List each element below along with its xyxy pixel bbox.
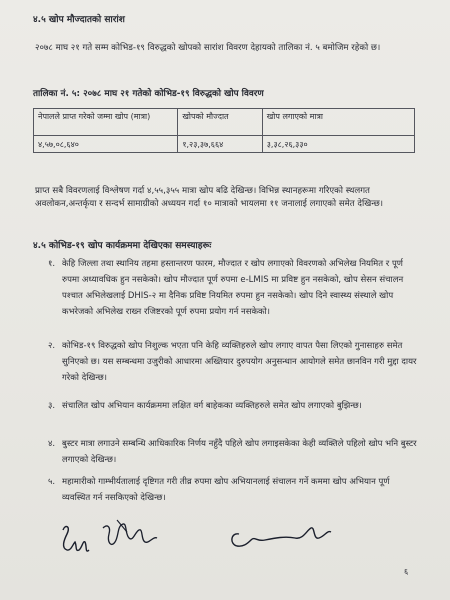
list-item [48,256,418,320]
signature-3 [225,516,335,556]
section-title: ४.५ खोप मौज्दातको सारांश [33,15,125,25]
list-item-number: ३. [48,401,56,411]
vaccine-table [33,108,415,153]
table-row [34,136,415,153]
table-cell: ३,३८,२६,३३० [262,136,414,153]
signature-2 [97,514,167,556]
table-cell: ४,५७,०८,६४० [34,136,178,153]
signature-1 [55,520,100,560]
list-item-text: बुस्टर मात्रा लगाउने सम्बन्धि आधिकारिक निर्णय नहुँदै पहिले खोप लगाइसकेका केही व्यक्तिले पहिलो खोप भनि बुस्टर लगाएको देखिन्छ। [62,439,417,465]
table-cell: १,२३,३७,६६४ [178,136,262,153]
list-item [48,474,418,506]
analysis-paragraph: प्राप्त सबै विवरणलाई विश्लेषण गर्दा ४,५५,३५५ मात्रा खोप बढि देखिन्छ। विभिन्न स्थानहरूमा गरिएको स्थलगत अवलोकन,अन्तर्कृया र सन्दर्भ सामाग्रीको अध्ययन गर्दा १० मात्राको भायलमा ११ जनालाई लगाएको समेत देखिन्छ। [35,186,383,209]
intro-text: २०७८ माघ २१ गते सम्म कोभिड-१९ विरुद्धको खोपको सारांश विवरण देहायको तालिका नं. ५ बमोजिम रहेको छ। [35,43,381,53]
list-item [48,398,418,414]
list-item-text: कोभिड-१९ विरुद्धको खोप निशुल्क भएता पनि केहि व्यक्तिहरुले खोप लगाए वापत पैसा लिएको गुनासाहरु समेत सुनिएको छ। यस सम्बन्धमा उजुरीको आधारमा अख्तियार दुरुपयोग अनुसन्धान आयोगले समेत छानविन गरी मुद्दा दायर गरेको देखिन्छ। [62,341,417,383]
table-header-row [34,109,415,136]
list-item-number: ५. [48,477,56,487]
table-header-cell: खोपको मौज्दात [178,109,262,136]
list-item-number: ४. [48,439,56,449]
list-item-number: १. [48,259,56,269]
list-heading: ४.५ कोभिड-१९ खोप कार्यक्रममा देखिएका समस्याहरूः [33,241,212,251]
list-item-text: संचालित खोप अभियान कार्यक्रममा लक्षित वर्ग बाहेकका व्यक्तिहरुले समेत खोप लगाएको बुझिन्छ। [62,401,362,411]
page-number: ६ [404,567,409,576]
table-header-cell: नेपालले प्राप्त गरेको जम्मा खोप (मात्रा) [34,109,178,136]
list-item-number: २. [48,341,56,351]
list-item [48,436,418,468]
table-header-cell: खोप लगाएको मात्रा [262,109,414,136]
list-item-text: केहि जिल्ला तथा स्थानिय तहमा हस्तान्तरण फारम, मौज्दात र खोप लगाएको विवरणको अभिलेख नियमित र पूर्ण रुपमा अध्यावधिक हुन नसकेको। खोप मौज्दात पूर्ण रुपमा e-LMIS मा प्रविष्ट हुन नसकेको, खोप सेसन संचालन पश्चात अभिलेखलाई DHIS-२ मा दैनिक प्रविष्ट नियमित रुपमा हुन नसकेको। खोप दिने स्वास्थ्य संस्थाले खोप कभरेजको अभिलेख राख्न रजिष्टरको पूर्ण रुपमा प्रयोग गर्न नसकेको। [62,259,404,317]
table-caption: तालिका नं. ५: २०७८ माघ २१ गतेको कोभिड-१९ विरुद्धको खोप विवरण [33,89,264,99]
list-item-text: महामारीको गाम्भीर्यतालाई दृष्टिगत गरी तीव्र रुपमा खोप अभियानलाई संचालन गर्ने कममा खोप अभियान पूर्ण व्यवस्थित गर्न नसकिएको देखिन्छ। [62,477,390,503]
list-item [48,338,418,386]
signatures [55,520,415,570]
